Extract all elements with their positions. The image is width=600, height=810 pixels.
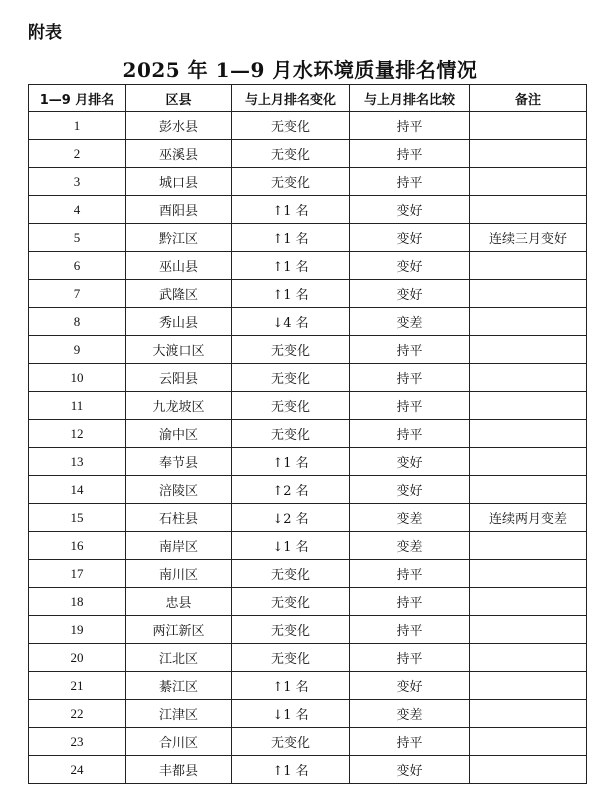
cell-change: 无变化 xyxy=(232,588,350,616)
cell-district: 江津区 xyxy=(126,700,232,728)
cell-note xyxy=(470,280,587,308)
cell-district: 云阳县 xyxy=(126,364,232,392)
table-row xyxy=(29,280,587,308)
cell-district: 忠县 xyxy=(126,588,232,616)
cell-district: 城口县 xyxy=(126,168,232,196)
cell-note xyxy=(470,756,587,784)
table-row xyxy=(29,504,587,532)
cell-change: ↓1 名 xyxy=(232,532,350,560)
cell-comparison: 持平 xyxy=(350,560,470,588)
cell-change: 无变化 xyxy=(232,168,350,196)
cell-district: 綦江区 xyxy=(126,672,232,700)
cell-rank: 21 xyxy=(29,672,126,700)
cell-rank: 1 xyxy=(29,112,126,140)
table-row xyxy=(29,140,587,168)
cell-note xyxy=(470,140,587,168)
cell-note xyxy=(470,448,587,476)
cell-comparison: 持平 xyxy=(350,168,470,196)
cell-district: 南岸区 xyxy=(126,532,232,560)
cell-district: 石柱县 xyxy=(126,504,232,532)
table-row xyxy=(29,672,587,700)
cell-change: ↓1 名 xyxy=(232,700,350,728)
cell-note xyxy=(470,644,587,672)
cell-district: 两江新区 xyxy=(126,616,232,644)
cell-change: ↓4 名 xyxy=(232,308,350,336)
cell-rank: 7 xyxy=(29,280,126,308)
cell-rank: 23 xyxy=(29,728,126,756)
cell-district: 涪陵区 xyxy=(126,476,232,504)
cell-note xyxy=(470,532,587,560)
table-row xyxy=(29,392,587,420)
cell-note xyxy=(470,728,587,756)
cell-note xyxy=(470,196,587,224)
cell-rank: 18 xyxy=(29,588,126,616)
header-rank: 1—9 月排名 xyxy=(29,85,126,112)
cell-change: ↓2 名 xyxy=(232,504,350,532)
cell-note xyxy=(470,560,587,588)
cell-rank: 16 xyxy=(29,532,126,560)
appendix-label: 附表 xyxy=(28,23,62,43)
cell-rank: 6 xyxy=(29,252,126,280)
cell-note xyxy=(470,336,587,364)
cell-district: 奉节县 xyxy=(126,448,232,476)
cell-comparison: 变好 xyxy=(350,448,470,476)
document-title: 2025 年 1—9 月水环境质量排名情况 xyxy=(122,58,478,82)
cell-rank: 15 xyxy=(29,504,126,532)
cell-district: 大渡口区 xyxy=(126,336,232,364)
table-row xyxy=(29,756,587,784)
cell-comparison: 变好 xyxy=(350,476,470,504)
table-row xyxy=(29,336,587,364)
cell-comparison: 变差 xyxy=(350,700,470,728)
cell-comparison: 变好 xyxy=(350,224,470,252)
cell-comparison: 变好 xyxy=(350,196,470,224)
header-change: 与上月排名变化 xyxy=(232,85,350,112)
cell-change: 无变化 xyxy=(232,420,350,448)
cell-comparison: 变好 xyxy=(350,252,470,280)
cell-note xyxy=(470,252,587,280)
cell-rank: 5 xyxy=(29,224,126,252)
cell-rank: 22 xyxy=(29,700,126,728)
cell-rank: 8 xyxy=(29,308,126,336)
cell-change: ↑1 名 xyxy=(232,196,350,224)
cell-rank: 9 xyxy=(29,336,126,364)
cell-comparison: 变好 xyxy=(350,672,470,700)
cell-change: 无变化 xyxy=(232,616,350,644)
cell-district: 江北区 xyxy=(126,644,232,672)
cell-rank: 14 xyxy=(29,476,126,504)
table-header-row xyxy=(29,85,587,112)
cell-change: ↑1 名 xyxy=(232,224,350,252)
cell-note xyxy=(470,672,587,700)
cell-change: 无变化 xyxy=(232,140,350,168)
cell-rank: 10 xyxy=(29,364,126,392)
table-row xyxy=(29,224,587,252)
header-note: 备注 xyxy=(470,85,587,112)
cell-district: 九龙坡区 xyxy=(126,392,232,420)
cell-comparison: 持平 xyxy=(350,392,470,420)
table-row xyxy=(29,448,587,476)
ranking-table xyxy=(28,84,587,784)
cell-district: 武隆区 xyxy=(126,280,232,308)
cell-note: 连续三月变好 xyxy=(470,224,587,252)
cell-rank: 24 xyxy=(29,756,126,784)
cell-comparison: 持平 xyxy=(350,420,470,448)
cell-change: 无变化 xyxy=(232,644,350,672)
cell-rank: 3 xyxy=(29,168,126,196)
cell-comparison: 变好 xyxy=(350,756,470,784)
table-row xyxy=(29,420,587,448)
cell-note xyxy=(470,420,587,448)
cell-change: 无变化 xyxy=(232,560,350,588)
cell-comparison: 变差 xyxy=(350,308,470,336)
cell-comparison: 持平 xyxy=(350,616,470,644)
cell-district: 巫溪县 xyxy=(126,140,232,168)
table-row xyxy=(29,588,587,616)
cell-rank: 19 xyxy=(29,616,126,644)
cell-note: 连续两月变差 xyxy=(470,504,587,532)
cell-change: 无变化 xyxy=(232,364,350,392)
cell-comparison: 持平 xyxy=(350,112,470,140)
cell-comparison: 变差 xyxy=(350,504,470,532)
cell-change: 无变化 xyxy=(232,112,350,140)
cell-rank: 13 xyxy=(29,448,126,476)
cell-rank: 2 xyxy=(29,140,126,168)
table-row xyxy=(29,532,587,560)
cell-district: 酉阳县 xyxy=(126,196,232,224)
table-row xyxy=(29,252,587,280)
cell-note xyxy=(470,700,587,728)
table-row xyxy=(29,364,587,392)
cell-comparison: 持平 xyxy=(350,364,470,392)
cell-comparison: 持平 xyxy=(350,728,470,756)
cell-district: 巫山县 xyxy=(126,252,232,280)
cell-note xyxy=(470,112,587,140)
cell-district: 合川区 xyxy=(126,728,232,756)
cell-change: 无变化 xyxy=(232,336,350,364)
table-row xyxy=(29,560,587,588)
cell-change: ↑1 名 xyxy=(232,756,350,784)
cell-district: 秀山县 xyxy=(126,308,232,336)
header-comparison: 与上月排名比较 xyxy=(350,85,470,112)
cell-note xyxy=(470,476,587,504)
cell-change: ↑1 名 xyxy=(232,448,350,476)
table-row xyxy=(29,616,587,644)
cell-comparison: 持平 xyxy=(350,140,470,168)
header-district: 区县 xyxy=(126,85,232,112)
cell-comparison: 持平 xyxy=(350,336,470,364)
cell-change: ↑1 名 xyxy=(232,280,350,308)
cell-change: 无变化 xyxy=(232,728,350,756)
table-row xyxy=(29,728,587,756)
table-body xyxy=(29,112,587,784)
cell-rank: 17 xyxy=(29,560,126,588)
table-row xyxy=(29,308,587,336)
table-row xyxy=(29,196,587,224)
cell-district: 丰都县 xyxy=(126,756,232,784)
cell-change: ↑2 名 xyxy=(232,476,350,504)
table-row xyxy=(29,112,587,140)
cell-comparison: 变好 xyxy=(350,280,470,308)
table-row xyxy=(29,700,587,728)
cell-rank: 12 xyxy=(29,420,126,448)
cell-change: 无变化 xyxy=(232,392,350,420)
cell-district: 黔江区 xyxy=(126,224,232,252)
cell-note xyxy=(470,168,587,196)
table-row xyxy=(29,644,587,672)
cell-change: ↑1 名 xyxy=(232,672,350,700)
cell-comparison: 持平 xyxy=(350,644,470,672)
cell-district: 南川区 xyxy=(126,560,232,588)
cell-change: ↑1 名 xyxy=(232,252,350,280)
ranking-table-container xyxy=(28,84,586,784)
cell-note xyxy=(470,308,587,336)
cell-note xyxy=(470,364,587,392)
cell-district: 彭水县 xyxy=(126,112,232,140)
cell-note xyxy=(470,588,587,616)
cell-rank: 11 xyxy=(29,392,126,420)
table-row xyxy=(29,476,587,504)
cell-comparison: 持平 xyxy=(350,588,470,616)
cell-district: 渝中区 xyxy=(126,420,232,448)
cell-comparison: 变差 xyxy=(350,532,470,560)
table-row xyxy=(29,168,587,196)
cell-rank: 20 xyxy=(29,644,126,672)
cell-note xyxy=(470,392,587,420)
cell-note xyxy=(470,616,587,644)
cell-rank: 4 xyxy=(29,196,126,224)
